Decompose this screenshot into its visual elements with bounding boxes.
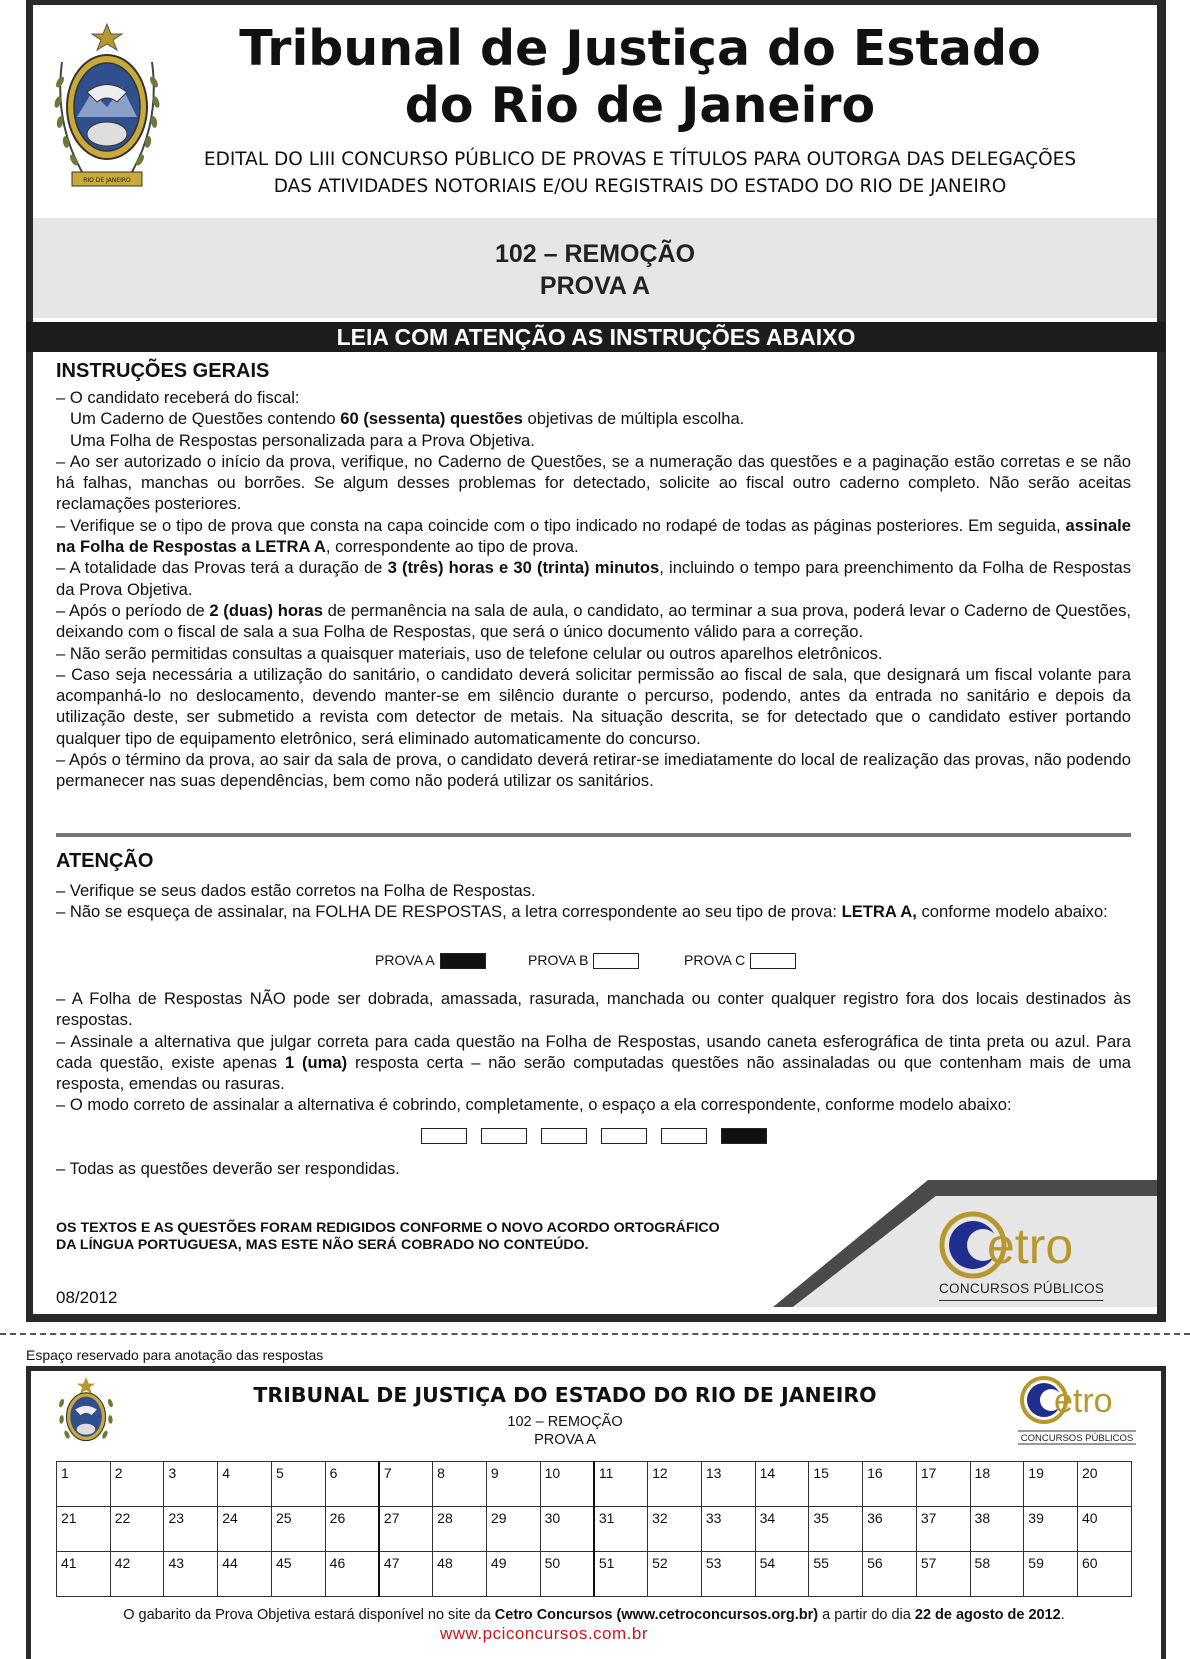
answer-cell[interactable]: 51 [594,1552,648,1597]
answer-cell[interactable]: 32 [648,1507,702,1552]
answer-cell[interactable]: 4 [218,1462,272,1507]
answer-cell[interactable]: 58 [970,1552,1024,1597]
cut-line [0,1333,1190,1335]
instruction-1b: Uma Folha de Respostas personalizada para a Prova Objetiva. [70,430,535,450]
answer-cell[interactable]: 50 [540,1552,594,1597]
instruction-8: – Após o término da prova, ao sair da sala de prova, o candidato deverá retirar-se imediatamente do local de realização das provas, não podendo permanecer nas suas dependências, bem como não poderá utilizar os sanitários. [56,750,1131,791]
answer-cell[interactable]: 18 [970,1462,1024,1507]
general-instructions [56,387,1131,792]
prova-a-sample: PROVA A [375,952,486,969]
answer-cell[interactable]: 36 [863,1507,917,1552]
answer-cell[interactable]: 20 [1078,1462,1132,1507]
answer-cell[interactable]: 49 [486,1552,540,1597]
cetro-logo-icon [939,1207,1109,1279]
answer-cell[interactable]: 22 [110,1507,164,1552]
card-cetro-tagline: CONCURSOS PÚBLICOS [1020,1433,1134,1444]
answer-cell[interactable]: 38 [970,1507,1024,1552]
attention-6: – Todas as questões deverão ser respondidas. [56,1159,400,1178]
answer-cell[interactable]: 40 [1078,1507,1132,1552]
answer-cell[interactable]: 46 [325,1552,379,1597]
exam-code: 102 – REMOÇÃO [494,240,696,268]
answer-bubble [661,1128,707,1144]
card-exam-code: 102 – REMOÇÃO [507,1414,623,1430]
answer-bubble [541,1128,587,1144]
answer-cell[interactable]: 39 [1024,1507,1078,1552]
answer-grid-row [57,1552,1132,1597]
prova-c-box [750,953,796,969]
answer-grid-row [57,1462,1132,1507]
instruction-4: – A totalidade das Provas terá a duração de 3 (três) horas e 30 (trinta) minutos, incluindo o tempo para preenchimento da Folha de Respostas da Prova Objetiva. [56,558,1131,599]
answer-cell[interactable]: 2 [110,1462,164,1507]
orthography-note: OS TEXTOS E AS QUESTÕES FORAM REDIGIDOS CONFORME O NOVO ACORDO ORTOGRÁFICO DA LÍNGUA PORTUGUESA, MAS ESTE NÃO SERÁ COBRADO NO CONTEÚDO. [56,1220,720,1253]
answer-cell[interactable]: 10 [540,1462,594,1507]
instruction-3: – Verifique se o tipo de prova que consta na capa coincide com o tipo indicado no rodapé de todas as páginas posteriores. Em seguida, assinale na Folha de Respostas a LETRA A, correspondente ao tipo de prova. [56,515,1131,557]
answer-cell[interactable]: 57 [916,1552,970,1597]
svg-text:RIO DE JANEIRO: RIO DE JANEIRO [83,177,131,184]
answer-bubble [481,1128,527,1144]
edital-line-2: DAS ATIVIDADES NOTORIAIS E/OU REGISTRAIS DO ESTADO DO RIO DE JANEIRO [273,176,1007,197]
state-crest-icon [52,22,162,198]
attention-instructions-end [56,1158,1131,1179]
title-line-1: Tribunal de Justiça do Estado [239,20,1041,77]
answer-cell[interactable]: 59 [1024,1552,1078,1597]
answer-cell[interactable]: 33 [701,1507,755,1552]
prova-b-box [593,953,639,969]
answer-cell[interactable]: 13 [701,1462,755,1507]
instruction-7: – Caso seja necessária a utilização do sanitário, o candidato deverá solicitar permissão ao fiscal de sala, que designará um fiscal volante para acompanhá-lo no deslocamento, devendo manter-se em silêncio durante o percurso, podendo, antes da entrada no sanitário e depois da utilização deste, ser submetido a revista com detector de metais. Na situação descrita, se for detectado que o candidato estiver portando qualquer tipo de equipamento eletrônico, será eliminado automaticamente do concurso. [56,664,1131,748]
answer-cell[interactable]: 34 [755,1507,809,1552]
answer-cell[interactable]: 53 [701,1552,755,1597]
general-instructions-heading: INSTRUÇÕES GERAIS [56,360,270,382]
attention-2: – Não se esqueça de assinalar, na FOLHA DE RESPOSTAS, a letra correspondente ao seu tipo de prova: LETRA A, conforme modelo abaixo: [56,902,1108,922]
answer-cell[interactable]: 3 [164,1462,218,1507]
answer-bubble [601,1128,647,1144]
card-title: TRIBUNAL DE JUSTIÇA DO ESTADO DO RIO DE JANEIRO [253,1383,877,1407]
answer-bubble-filled [721,1128,767,1144]
section-divider [56,833,1131,837]
page-title [200,20,1080,134]
site-watermark: www.pciconcursos.com.br [440,1624,649,1643]
attention-heading: ATENÇÃO [56,850,154,872]
answer-cell[interactable]: 43 [164,1552,218,1597]
answer-cell[interactable]: 14 [755,1462,809,1507]
instruction-1a: Um Caderno de Questões contendo 60 (sessenta) questões objetivas de múltipla escolha. [70,409,745,429]
card-crest-icon [56,1376,116,1452]
answer-cell[interactable]: 23 [164,1507,218,1552]
instructions-banner: LEIA COM ATENÇÃO AS INSTRUÇÕES ABAIXO [26,322,1166,352]
cetro-logo-text: etro [987,1218,1074,1274]
prova-a-box [440,953,486,969]
answer-cell[interactable]: 31 [594,1507,648,1552]
reserved-label: Espaço reservado para anotação das respostas [26,1347,324,1363]
instruction-1: – O candidato receberá do fiscal: [56,388,300,407]
answer-cell[interactable]: 17 [916,1462,970,1507]
card-prova: PROVA A [534,1432,596,1448]
instruction-5: – Após o período de 2 (duas) horas de permanência na sala de aula, o candidato, ao terminar a sua prova, poderá levar o Caderno de Questões, deixando com o fiscal de sala a sua Folha de Respostas, que será o único documento válido para a correção. [56,600,1132,642]
answer-cell[interactable]: 52 [648,1552,702,1597]
cetro-underline [939,1300,1103,1301]
answer-cell[interactable]: 15 [809,1462,863,1507]
answer-cell[interactable]: 9 [486,1462,540,1507]
edital-subtitle [180,146,1100,200]
answer-cell[interactable]: 6 [325,1462,379,1507]
answer-cell[interactable]: 21 [57,1507,111,1552]
answer-cell[interactable]: 1 [57,1462,111,1507]
answer-cell[interactable]: 16 [863,1462,917,1507]
answer-cell[interactable]: 48 [433,1552,487,1597]
attention-5: – O modo correto de assinalar a alternativa é cobrindo, completamente, o espaço a ela correspondente, conforme modelo abaixo: [56,1095,1012,1115]
prova-b-sample: PROVA B [528,952,639,969]
answer-cell[interactable]: 27 [379,1507,433,1552]
answer-bubble [421,1128,467,1144]
answer-cell[interactable]: 56 [863,1552,917,1597]
answer-cell[interactable]: 37 [916,1507,970,1552]
exam-band [33,218,1157,318]
prova-c-sample: PROVA C [684,952,796,969]
attention-3: – A Folha de Respostas NÃO pode ser dobrada, amassada, rasurada, manchada ou conter qualquer registro fora dos locais destinados às respostas. [56,989,1131,1030]
answer-cell[interactable]: 45 [271,1552,325,1597]
attention-4: – Assinale a alternativa que julgar correta para cada questão na Folha de Respostas, usando caneta esferográfica de tinta preta ou azul. Para cada questão, existe apenas 1 (uma) resposta certa – não serão computadas questões não assinaladas ou que contenham mais de uma resposta, emendas ou rasuras. [56,1031,1132,1094]
answer-cell[interactable]: 7 [379,1462,433,1507]
attention-1: – Verifique se seus dados estão corretos na Folha de Respostas. [56,881,536,900]
attention-instructions-mid [56,988,1131,1116]
answer-cell[interactable]: 11 [594,1462,648,1507]
edital-line-1: EDITAL DO LIII CONCURSO PÚBLICO DE PROVAS E TÍTULOS PARA OUTORGA DAS DELEGAÇÕES [203,149,1077,170]
answer-cell[interactable]: 19 [1024,1462,1078,1507]
answer-grid-row [57,1507,1132,1552]
answer-cell[interactable]: 35 [809,1507,863,1552]
answer-cell[interactable]: 54 [755,1552,809,1597]
gabarito-notice: O gabarito da Prova Objetiva estará disponível no site da Cetro Concursos (www.cetroconcursos.org.br) a partir do dia 22 de agosto de 2012. [123,1607,1065,1623]
card-cetro-logo-icon [1018,1374,1136,1446]
answer-cell[interactable]: 30 [540,1507,594,1552]
answer-cell[interactable]: 26 [325,1507,379,1552]
title-line-2: do Rio de Janeiro [404,77,876,134]
answer-cell[interactable]: 44 [218,1552,272,1597]
answer-cell[interactable]: 41 [57,1552,111,1597]
date-code: 08/2012 [56,1288,118,1307]
attention-instructions-top [56,880,1131,923]
answer-cell[interactable]: 12 [648,1462,702,1507]
answer-cell[interactable]: 24 [218,1507,272,1552]
answer-grid [56,1461,1132,1597]
card-cetro-logo-text: etro [1054,1382,1113,1420]
answer-cell[interactable]: 47 [379,1552,433,1597]
answer-cell[interactable]: 55 [809,1552,863,1597]
answer-cell[interactable]: 60 [1078,1552,1132,1597]
cetro-tagline: CONCURSOS PÚBLICOS [939,1281,1105,1296]
answer-cell[interactable]: 8 [433,1462,487,1507]
answer-cell[interactable]: 42 [110,1552,164,1597]
instruction-6: – Não serão permitidas consultas a quaisquer materiais, uso de telefone celular ou outros aparelhos eletrônicos. [56,643,883,663]
instruction-2: – Ao ser autorizado o início da prova, verifique, no Caderno de Questões, se a numeração das questões e a paginação estão corretas e se não há falhas, manchas ou borrões. Se algum desses problemas for detectado, solicite ao fiscal outro caderno completo. Não serão aceitas reclamações posteriores. [56,451,1131,514]
answer-cell[interactable]: 28 [433,1507,487,1552]
exam-prova: PROVA A [539,272,651,300]
answer-cell[interactable]: 29 [486,1507,540,1552]
answer-cell[interactable]: 25 [271,1507,325,1552]
answer-cell[interactable]: 5 [271,1462,325,1507]
